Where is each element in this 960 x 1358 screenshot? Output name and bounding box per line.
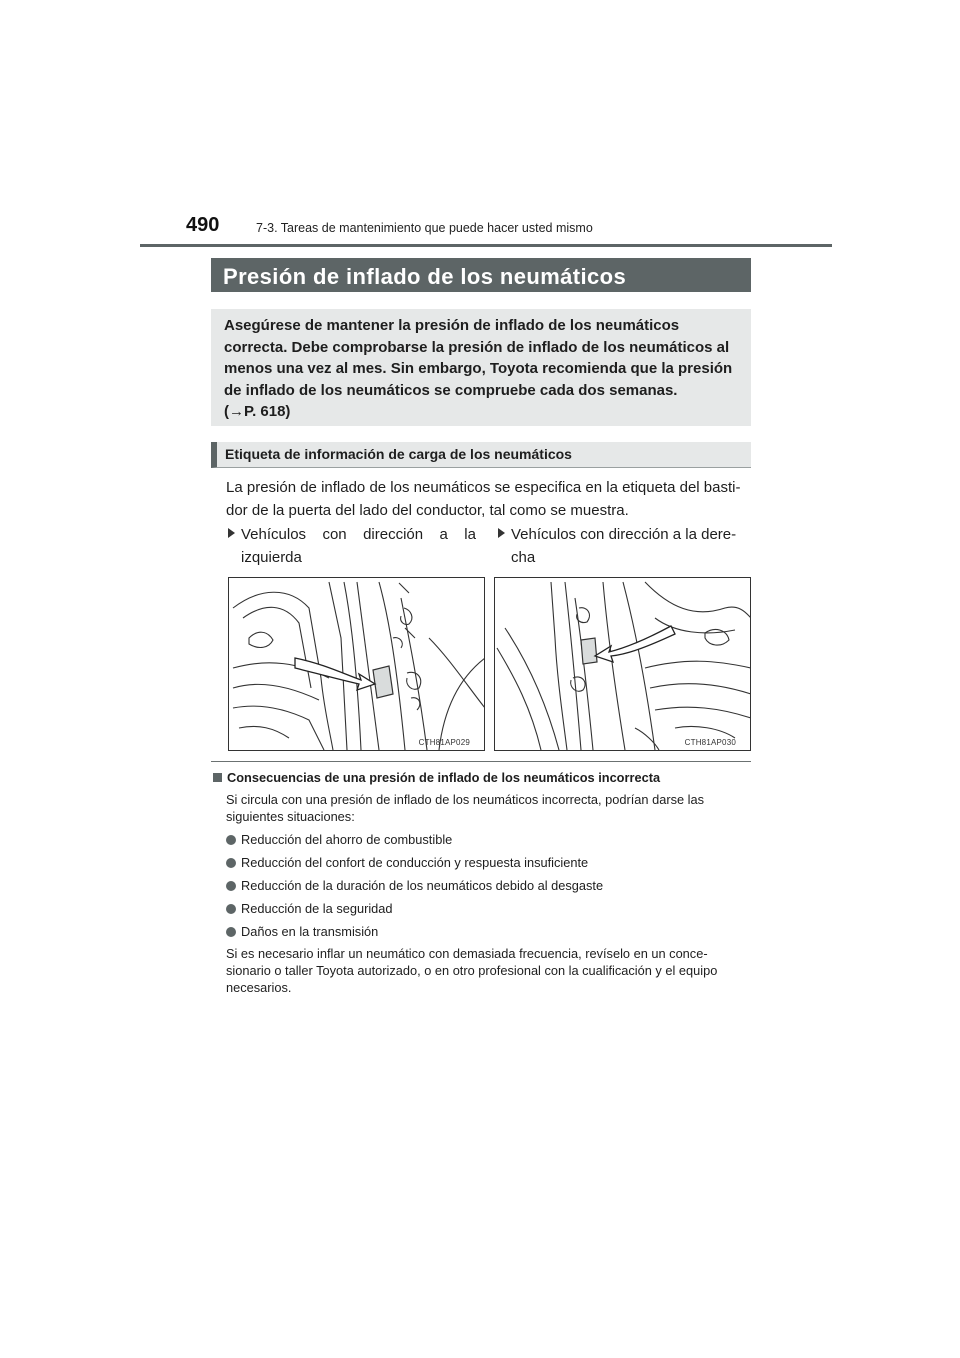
- intro-line: menos una vez al mes. Sin embargo, Toyota recomienda que la presión: [224, 360, 733, 377]
- caption-word: la: [464, 526, 476, 543]
- body-text: [226, 476, 748, 522]
- caption-line: cha: [511, 549, 536, 566]
- note-line: Si circula con una presión de inflado de los neumáticos incorrecta, podrían darse las: [226, 792, 705, 807]
- caption-right-hand-drive: [498, 523, 748, 569]
- door-pillar-illustration: [229, 578, 485, 751]
- list-item: [226, 831, 748, 848]
- figure-code: CTH81AP029: [418, 738, 470, 747]
- intro-box: [211, 309, 751, 426]
- caption-line: [228, 523, 476, 546]
- note-line: sionario o taller Toyota autorizado, o en otro profesional con la cualificación y el equipo: [226, 963, 718, 978]
- note-line: Si es necesario inflar un neumático con demasiada frecuencia, revíselo en un conce-: [226, 946, 708, 961]
- door-pillar-illustration: [495, 578, 751, 751]
- breadcrumb: 7-3. Tareas de mantenimiento que puede hacer usted mismo: [256, 221, 593, 235]
- note-heading: [213, 769, 748, 786]
- intro-line: correcta. Debe comprobarse la presión de inflado de los neumáticos al: [224, 338, 730, 356]
- header-rule: [140, 244, 832, 247]
- section-divider: [211, 761, 751, 762]
- note-heading-text: Consecuencias de una presión de inflado de los neumáticos incorrecta: [227, 770, 661, 785]
- caption-word-text: Vehículos: [241, 526, 307, 543]
- circle-bullet-icon: [226, 835, 236, 845]
- figure-code: CTH81AP030: [684, 738, 736, 747]
- caption-text: Vehículos con dirección a la dere-: [511, 526, 737, 543]
- intro-line: de inflado de los neumáticos se compruebe cada dos semanas.: [224, 381, 678, 399]
- circle-bullet-icon: [226, 904, 236, 914]
- caption-word: a: [439, 526, 448, 543]
- square-bullet-icon: [213, 773, 222, 782]
- list-item-text: Reducción del confort de conducción y respuesta insuficiente: [241, 855, 589, 870]
- intro-page-reference[interactable]: (→P. 618): [224, 403, 291, 420]
- intro-line: Asegúrese de mantener la presión de inflado de los neumáticos: [224, 317, 680, 334]
- section-title: Presión de inflado de los neumáticos: [211, 258, 751, 292]
- caption-line: izquierda: [241, 549, 302, 566]
- page-number: 490: [186, 214, 220, 236]
- list-item-text: Reducción de la seguridad: [241, 901, 393, 916]
- triangle-bullet-icon: [498, 528, 505, 538]
- list-item: [226, 923, 748, 940]
- list-item-text: Reducción de la duración de los neumáticos debido al desgaste: [241, 878, 604, 893]
- body-line: La presión de inflado de los neumáticos se especifica en la etiqueta del basti-: [226, 479, 741, 496]
- note-line: siguientes situaciones:: [226, 809, 355, 824]
- caption-word: dirección: [363, 526, 424, 543]
- circle-bullet-icon: [226, 858, 236, 868]
- caption-word: [228, 523, 306, 546]
- list-item: [226, 877, 748, 894]
- body-line: dor de la puerta del lado del conductor, tal como se muestra.: [226, 502, 629, 519]
- list-item: [226, 900, 748, 917]
- list-item: [226, 854, 748, 871]
- figure-left-hand-drive: [228, 577, 485, 751]
- notes-section: [213, 769, 748, 996]
- caption-line: [498, 523, 748, 546]
- circle-bullet-icon: [226, 927, 236, 937]
- figure-right-hand-drive: [494, 577, 751, 751]
- triangle-bullet-icon: [228, 528, 235, 538]
- subsection-title: Etiqueta de información de carga de los neumáticos: [211, 442, 751, 468]
- list-item-text: Reducción del ahorro de combustible: [241, 832, 453, 847]
- caption-word: con: [322, 526, 347, 543]
- note-line: necesarios.: [226, 980, 292, 995]
- list-item-text: Daños en la transmisión: [241, 924, 379, 939]
- caption-left-hand-drive: [228, 523, 478, 569]
- circle-bullet-icon: [226, 881, 236, 891]
